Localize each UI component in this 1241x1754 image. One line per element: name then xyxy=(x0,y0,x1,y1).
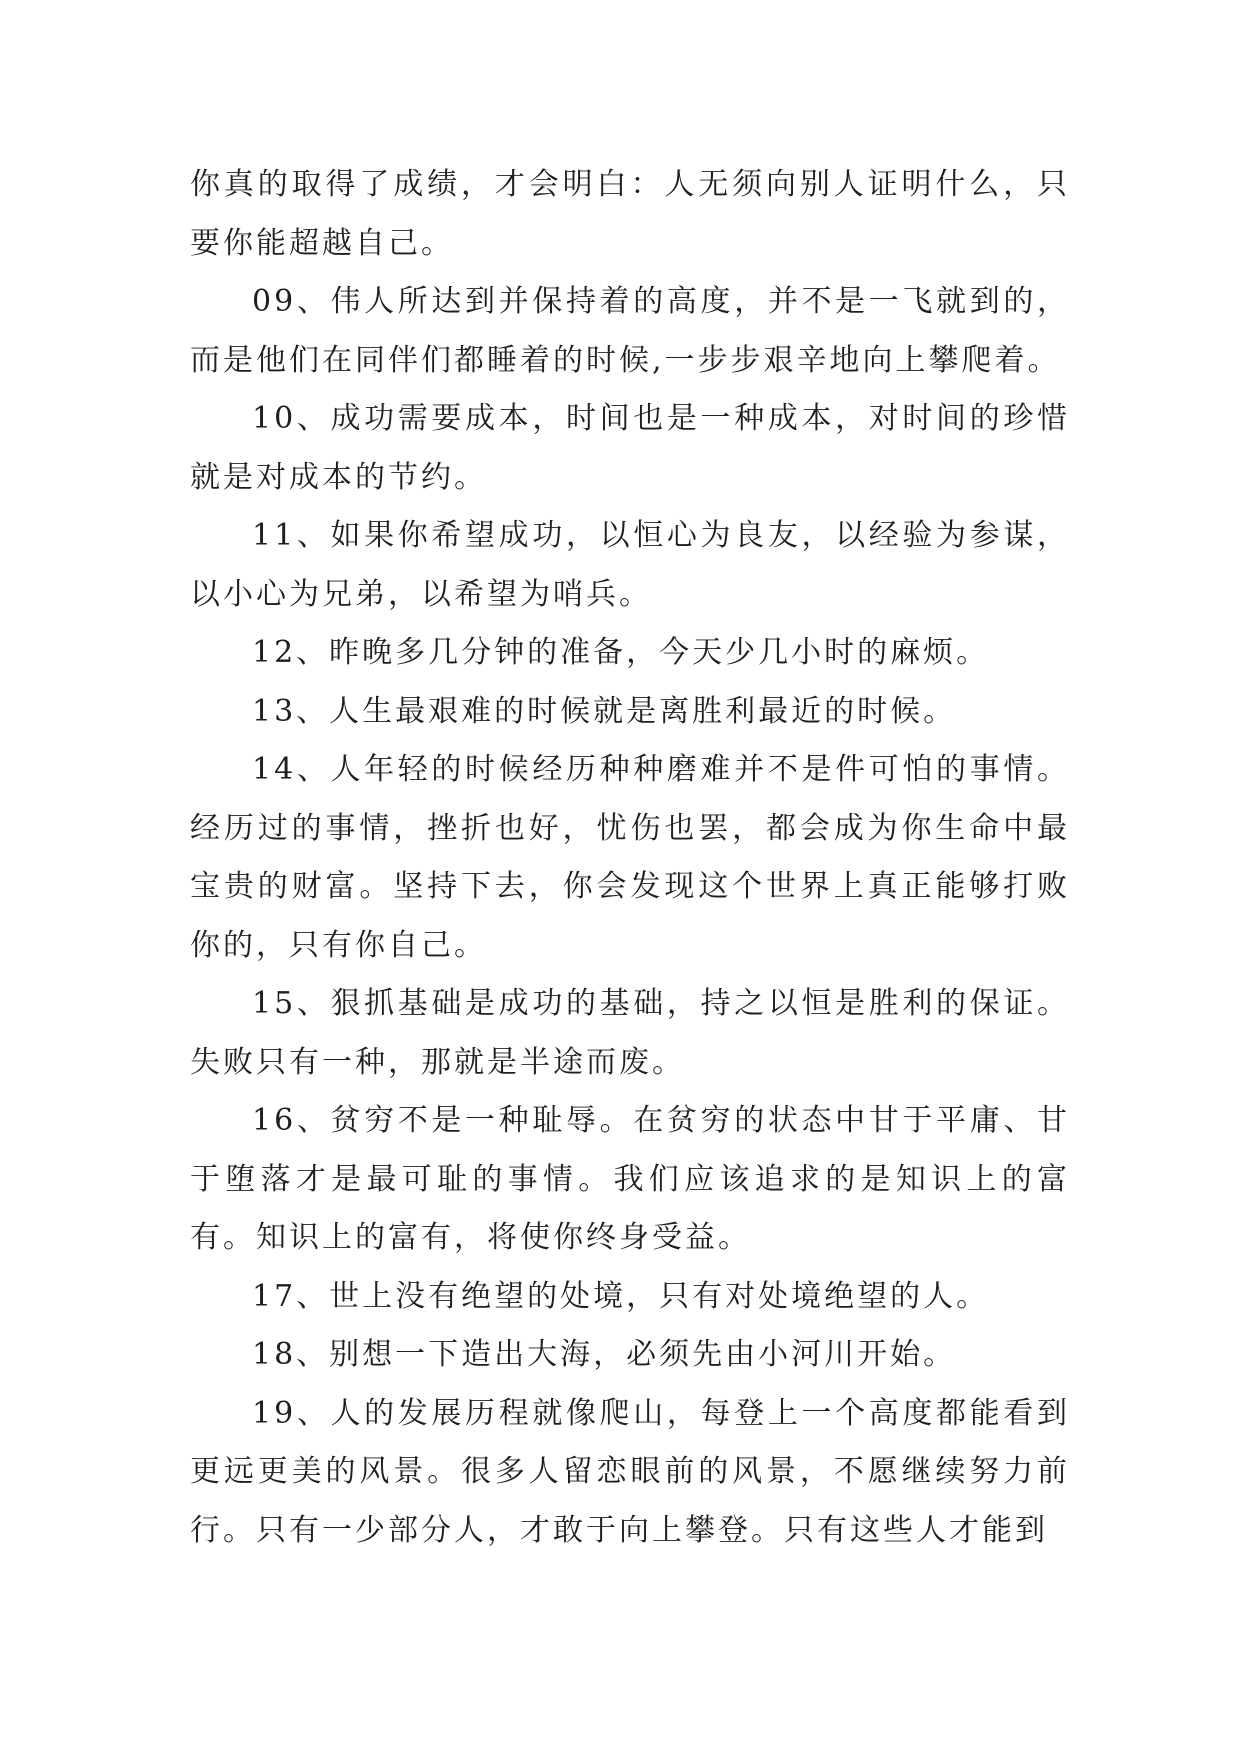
paragraph-quote-12: 12、昨晚多几分钟的准备，今天少几小时的麻烦。 xyxy=(252,635,990,670)
paragraph-continuation: 你真的取得了成绩，才会明白：人无须向别人证明什么，只要你能超越自己。 xyxy=(190,167,1070,261)
paragraph-quote-10: 10、成功需要成本，时间也是一种成本，对时间的珍惜就是对成本的节约。 xyxy=(190,401,1070,495)
paragraph-quote-19: 19、人的发展历程就像爬山，每登上一个高度都能看到更远更美的风景。很多人留恋眼前的风景，不愿继续努力前行。只有一少部分人，才敢于向上攀登。只有这些人才能到 xyxy=(190,1395,1070,1548)
paragraph-quote-16: 16、贫穷不是一种耻辱。在贫穷的状态中甘于平庸、甘于堕落才是最可耻的事情。我们应该追求的是知识上的富有。知识上的富有，将使你终身受益。 xyxy=(190,1103,1070,1255)
paragraph-quote-17: 17、世上没有绝望的处境，只有对处境绝望的人。 xyxy=(252,1278,990,1314)
paragraph-quote-11: 11、如果你希望成功，以恒心为良友，以经验为参谋，以小心为兄弟，以希望为哨兵。 xyxy=(190,518,1070,612)
paragraph-quote-18: 18、别想一下造出大海，必须先由小河川开始。 xyxy=(252,1337,957,1372)
document-body xyxy=(190,156,1070,1560)
paragraph-quote-15: 15、狠抓基础是成功的基础，持之以恒是胜利的保证。失败只有一种，那就是半途而废。 xyxy=(190,986,1070,1080)
paragraph-quote-14: 14、人年轻的时候经历种种磨难并不是件可怕的事情。经历过的事情，挫折也好，忧伤也罢，都会成为你生命中最宝贵的财富。坚持下去，你会发现这个世界上真正能够打败你的，只有你自己。 xyxy=(190,752,1070,963)
paragraph-quote-13: 13、人生最艰难的时候就是离胜利最近的时候。 xyxy=(252,693,957,729)
paragraph-quote-09: 09、伟人所达到并保持着的高度，并不是一飞就到的，而是他们在同伴们都睡着的时候,一步步艰辛地向上攀爬着。 xyxy=(190,284,1070,378)
